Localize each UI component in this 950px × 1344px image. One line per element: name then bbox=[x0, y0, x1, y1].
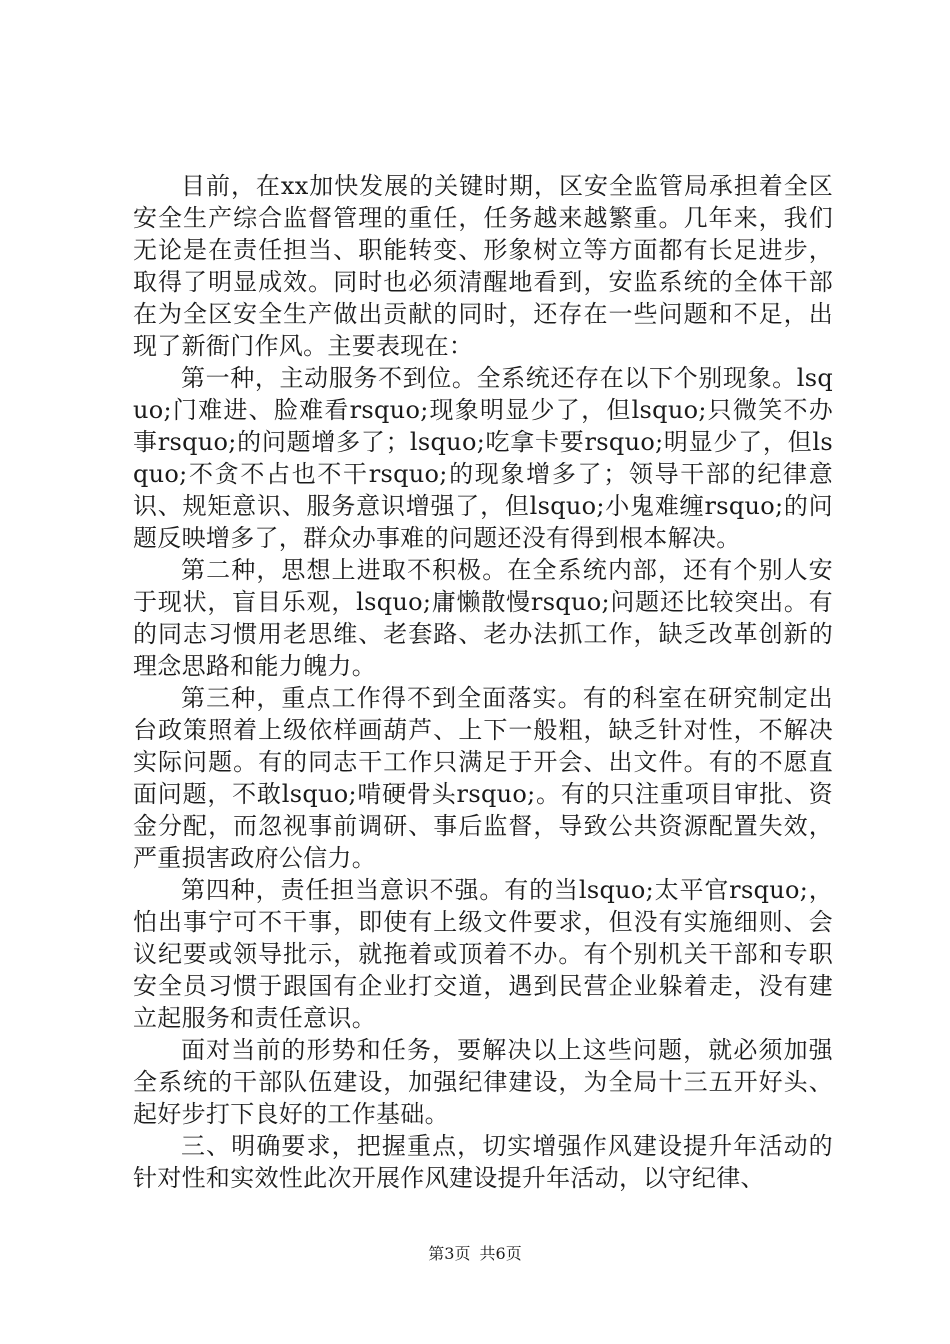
paragraph-section-three: 三、明确要求，把握重点，切实增强作风建设提升年活动的针对性和实效性此次开展作风建设提升年活动，以守纪律、 bbox=[133, 1132, 833, 1192]
paragraph-fourth-type: 第四种，责任担当意识不强。有的当lsquo;太平官rsquo;，怕出事宁可不干事，即使有上级文件要求，但没有实施细则、会议纪要或领导批示，就拖着或顶着不办。有个别机关干部和专职安全员习惯于跟国有企业打交道，遇到民营企业躲着走，没有建立起服务和责任意识。 bbox=[133, 876, 833, 1032]
page-number: 第3页 bbox=[428, 1244, 471, 1263]
paragraph-third-type: 第三种，重点工作得不到全面落实。有的科室在研究制定出台政策照着上级依样画葫芦、上下一般粗，缺乏针对性，不解决实际问题。有的同志干工作只满足于开会、出文件。有的不愿直面问题，不敢lsquo;啃硬骨头rsquo;。有的只注重项目审批、资金分配，而忽视事前调研、事后监督，导致公共资源配置失效，严重损害政府公信力。 bbox=[133, 684, 833, 872]
page-total: 共6页 bbox=[479, 1244, 522, 1263]
paragraph-second-type: 第二种，思想上进取不积极。在全系统内部，还有个别人安于现状，盲目乐观，lsquo;庸懒散慢rsquo;问题还比较突出。有的同志习惯用老思维、老套路、老办法抓工作，缺乏改革创新的理念思路和能力魄力。 bbox=[133, 556, 833, 680]
paragraph-summary: 面对当前的形势和任务，要解决以上这些问题，就必须加强全系统的干部队伍建设，加强纪律建设，为全局十三五开好头、起好步打下良好的工作基础。 bbox=[133, 1036, 833, 1128]
paragraph-intro: 目前，在xx加快发展的关键时期，区安全监管局承担着全区安全生产综合监督管理的重任，任务越来越繁重。几年来，我们无论是在责任担当、职能转变、形象树立等方面都有长足进步，取得了明显成效。同时也必须清醒地看到，安监系统的全体干部在为全区安全生产做出贡献的同时，还存在一些问题和不足，出现了新衙门作风。主要表现在： bbox=[133, 172, 833, 360]
document-body bbox=[133, 170, 833, 1194]
paragraph-first-type: 第一种，主动服务不到位。全系统还存在以下个别现象。lsquo;门难进、脸难看rsquo;现象明显少了，但lsquo;只微笑不办事rsquo;的问题增多了；lsquo;吃拿卡要rsquo;明显少了，但lsquo;不贪不占也不干rsquo;的现象增多了；领导干部的纪律意识、规矩意识、服务意识增强了，但lsquo;小鬼难缠rsquo;的问题反映增多了，群众办事难的问题还没有得到根本解决。 bbox=[133, 364, 833, 552]
page-footer bbox=[0, 1244, 950, 1264]
